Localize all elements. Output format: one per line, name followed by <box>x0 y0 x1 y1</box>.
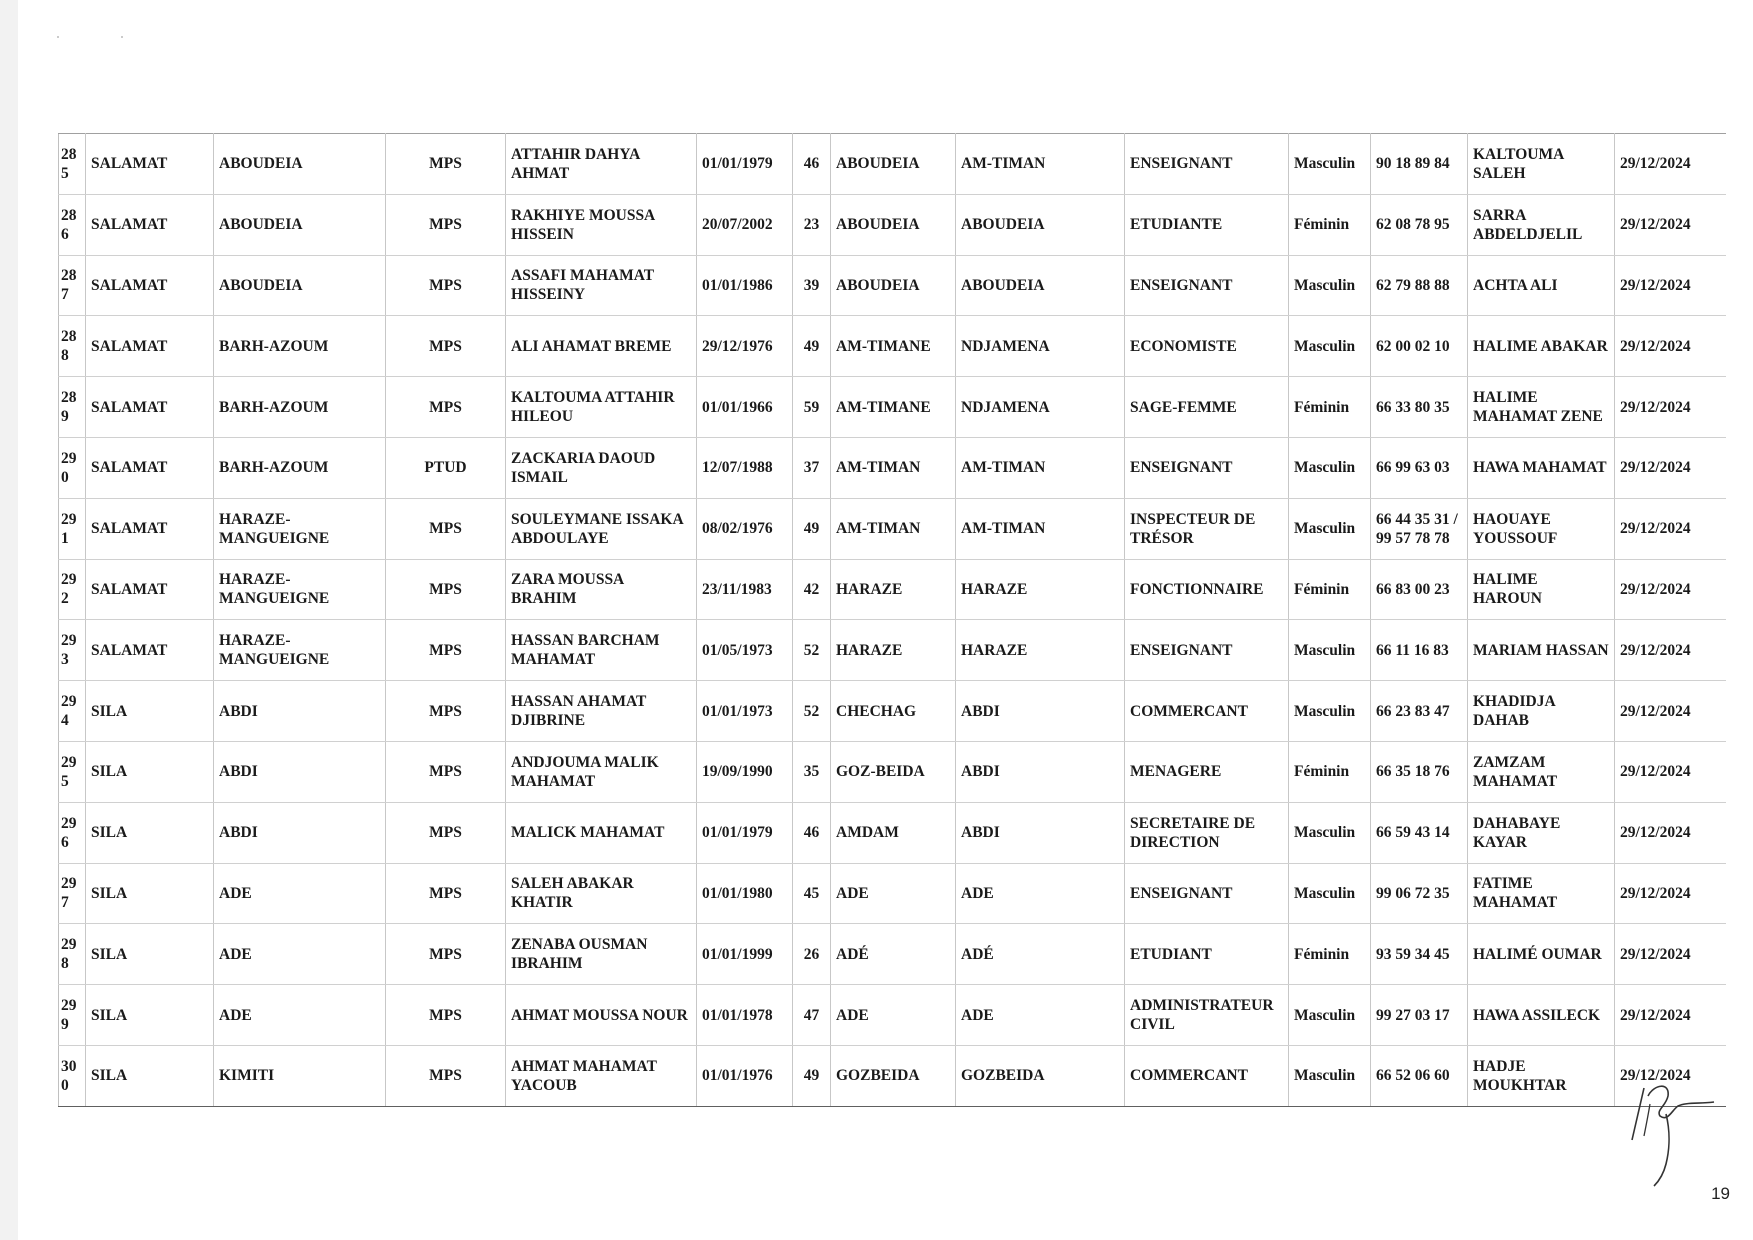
cell-num: 295 <box>59 741 86 802</box>
cell-num: 289 <box>59 377 86 438</box>
cell-profession: ETUDIANT <box>1125 924 1289 985</box>
cell-sex: Masculin <box>1289 316 1371 377</box>
cell-region: SALAMAT <box>86 437 214 498</box>
cell-profession: ETUDIANTE <box>1125 194 1289 255</box>
cell-age: 23 <box>793 194 831 255</box>
cell-age: 42 <box>793 559 831 620</box>
cell-sex: Masculin <box>1289 681 1371 742</box>
cell-birth-date: 08/02/1976 <box>697 498 793 559</box>
cell-num: 299 <box>59 985 86 1046</box>
table-row <box>59 498 1726 559</box>
cell-num: 297 <box>59 863 86 924</box>
cell-age: 49 <box>793 316 831 377</box>
cell-residence: AM-TIMAN <box>956 134 1125 195</box>
cell-profession: SAGE-FEMME <box>1125 377 1289 438</box>
cell-num: 293 <box>59 620 86 681</box>
scan-specks <box>56 34 136 42</box>
cell-region: SALAMAT <box>86 316 214 377</box>
table-row <box>59 255 1726 316</box>
cell-date: 29/12/2024 <box>1615 498 1726 559</box>
cell-region: SALAMAT <box>86 559 214 620</box>
cell-profession: ENSEIGNANT <box>1125 863 1289 924</box>
cell-parent: HALIME HAROUN <box>1468 559 1615 620</box>
cell-party: MPS <box>386 559 506 620</box>
cell-parent: KHADIDJA DAHAB <box>1468 681 1615 742</box>
cell-num: 290 <box>59 437 86 498</box>
cell-num: 286 <box>59 194 86 255</box>
cell-department: ADE <box>214 863 386 924</box>
cell-party: MPS <box>386 741 506 802</box>
cell-parent: ZAMZAM MAHAMAT <box>1468 741 1615 802</box>
cell-name: ASSAFI MAHAMAT HISSEINY <box>506 255 697 316</box>
cell-birth-date: 19/09/1990 <box>697 741 793 802</box>
cell-department: BARH-AZOUM <box>214 377 386 438</box>
table-row <box>59 863 1726 924</box>
candidate-table <box>58 133 1726 1107</box>
cell-birth-date: 01/01/1980 <box>697 863 793 924</box>
cell-name: ATTAHIR DAHYA AHMAT <box>506 134 697 195</box>
cell-sex: Féminin <box>1289 741 1371 802</box>
cell-region: SILA <box>86 985 214 1046</box>
cell-sex: Masculin <box>1289 1045 1371 1106</box>
cell-date: 29/12/2024 <box>1615 1045 1726 1106</box>
cell-name: AHMAT MOUSSA NOUR <box>506 985 697 1046</box>
cell-name: ZENABA OUSMAN IBRAHIM <box>506 924 697 985</box>
cell-residence: ADÉ <box>956 924 1125 985</box>
cell-department: ABOUDEIA <box>214 255 386 316</box>
cell-date: 29/12/2024 <box>1615 620 1726 681</box>
cell-name: ZACKARIA DAOUD ISMAIL <box>506 437 697 498</box>
cell-date: 29/12/2024 <box>1615 255 1726 316</box>
cell-birth-place: AMDAM <box>831 802 956 863</box>
cell-date: 29/12/2024 <box>1615 559 1726 620</box>
cell-residence: ABDI <box>956 681 1125 742</box>
cell-sex: Masculin <box>1289 134 1371 195</box>
cell-parent: HALIME MAHAMAT ZENE <box>1468 377 1615 438</box>
cell-party: MPS <box>386 1045 506 1106</box>
cell-department: ABOUDEIA <box>214 134 386 195</box>
cell-num: 292 <box>59 559 86 620</box>
cell-region: SILA <box>86 741 214 802</box>
table-row <box>59 681 1726 742</box>
cell-sex: Masculin <box>1289 498 1371 559</box>
cell-region: SILA <box>86 802 214 863</box>
cell-residence: GOZBEIDA <box>956 1045 1125 1106</box>
cell-profession: ENSEIGNANT <box>1125 255 1289 316</box>
handwritten-signature <box>1626 1076 1716 1188</box>
cell-date: 29/12/2024 <box>1615 194 1726 255</box>
cell-profession: ENSEIGNANT <box>1125 437 1289 498</box>
cell-sex: Féminin <box>1289 377 1371 438</box>
cell-sex: Féminin <box>1289 924 1371 985</box>
cell-region: SALAMAT <box>86 194 214 255</box>
cell-date: 29/12/2024 <box>1615 863 1726 924</box>
cell-birth-date: 12/07/1988 <box>697 437 793 498</box>
cell-birth-date: 01/01/1999 <box>697 924 793 985</box>
cell-name: SALEH ABAKAR KHATIR <box>506 863 697 924</box>
cell-date: 29/12/2024 <box>1615 985 1726 1046</box>
cell-region: SILA <box>86 863 214 924</box>
cell-residence: ADE <box>956 863 1125 924</box>
cell-department: BARH-AZOUM <box>214 437 386 498</box>
cell-date: 29/12/2024 <box>1615 681 1726 742</box>
cell-region: SALAMAT <box>86 620 214 681</box>
cell-birth-place: AM-TIMANE <box>831 316 956 377</box>
cell-name: RAKHIYE MOUSSA HISSEIN <box>506 194 697 255</box>
cell-parent: MARIAM HASSAN <box>1468 620 1615 681</box>
cell-region: SALAMAT <box>86 255 214 316</box>
cell-party: MPS <box>386 134 506 195</box>
cell-parent: DAHABAYE KAYAR <box>1468 802 1615 863</box>
cell-sex: Féminin <box>1289 559 1371 620</box>
cell-parent: HAWA ASSILECK <box>1468 985 1615 1046</box>
cell-party: MPS <box>386 377 506 438</box>
cell-date: 29/12/2024 <box>1615 437 1726 498</box>
cell-birth-date: 23/11/1983 <box>697 559 793 620</box>
cell-birth-date: 01/01/1979 <box>697 134 793 195</box>
table-row <box>59 1045 1726 1106</box>
cell-residence: AM-TIMAN <box>956 437 1125 498</box>
cell-parent: HALIMÉ OUMAR <box>1468 924 1615 985</box>
cell-birth-place: ADÉ <box>831 924 956 985</box>
cell-name: AHMAT MAHAMAT YACOUB <box>506 1045 697 1106</box>
cell-birth-date: 29/12/1976 <box>697 316 793 377</box>
cell-phone: 66 11 16 83 <box>1371 620 1468 681</box>
page-number: 19 <box>1711 1184 1730 1203</box>
cell-residence: ABOUDEIA <box>956 255 1125 316</box>
cell-name: ALI AHAMAT BREME <box>506 316 697 377</box>
cell-department: ABDI <box>214 681 386 742</box>
cell-num: 291 <box>59 498 86 559</box>
cell-department: HARAZE-MANGUEIGNE <box>214 559 386 620</box>
cell-profession: COMMERCANT <box>1125 681 1289 742</box>
cell-birth-place: ABOUDEIA <box>831 194 956 255</box>
cell-residence: ABOUDEIA <box>956 194 1125 255</box>
cell-phone: 62 79 88 88 <box>1371 255 1468 316</box>
cell-birth-place: ADE <box>831 863 956 924</box>
cell-age: 45 <box>793 863 831 924</box>
cell-birth-date: 01/01/1976 <box>697 1045 793 1106</box>
cell-age: 47 <box>793 985 831 1046</box>
cell-party: MPS <box>386 316 506 377</box>
cell-residence: NDJAMENA <box>956 316 1125 377</box>
cell-parent: HADJE MOUKHTAR <box>1468 1045 1615 1106</box>
cell-department: KIMITI <box>214 1045 386 1106</box>
cell-age: 46 <box>793 134 831 195</box>
cell-age: 46 <box>793 802 831 863</box>
cell-region: SILA <box>86 924 214 985</box>
cell-phone: 66 33 80 35 <box>1371 377 1468 438</box>
cell-profession: FONCTIONNAIRE <box>1125 559 1289 620</box>
cell-phone: 66 99 63 03 <box>1371 437 1468 498</box>
cell-age: 35 <box>793 741 831 802</box>
cell-sex: Masculin <box>1289 863 1371 924</box>
cell-sex: Masculin <box>1289 802 1371 863</box>
cell-birth-place: GOZ-BEIDA <box>831 741 956 802</box>
cell-department: ADE <box>214 985 386 1046</box>
cell-department: HARAZE-MANGUEIGNE <box>214 498 386 559</box>
cell-profession: ECONOMISTE <box>1125 316 1289 377</box>
cell-party: MPS <box>386 924 506 985</box>
cell-party: MPS <box>386 620 506 681</box>
table-row <box>59 802 1726 863</box>
cell-num: 300 <box>59 1045 86 1106</box>
cell-department: HARAZE-MANGUEIGNE <box>214 620 386 681</box>
cell-birth-place: AM-TIMAN <box>831 437 956 498</box>
cell-age: 26 <box>793 924 831 985</box>
cell-num: 294 <box>59 681 86 742</box>
cell-num: 298 <box>59 924 86 985</box>
cell-profession: SECRETAIRE DE DIRECTION <box>1125 802 1289 863</box>
cell-department: ABDI <box>214 802 386 863</box>
cell-num: 288 <box>59 316 86 377</box>
cell-parent: ACHTA ALI <box>1468 255 1615 316</box>
cell-name: MALICK MAHAMAT <box>506 802 697 863</box>
cell-phone: 66 59 43 14 <box>1371 802 1468 863</box>
cell-residence: HARAZE <box>956 620 1125 681</box>
cell-birth-place: AM-TIMANE <box>831 377 956 438</box>
table-row <box>59 194 1726 255</box>
cell-phone: 99 27 03 17 <box>1371 985 1468 1046</box>
cell-phone: 99 06 72 35 <box>1371 863 1468 924</box>
cell-name: ZARA MOUSSA BRAHIM <box>506 559 697 620</box>
cell-profession: MENAGERE <box>1125 741 1289 802</box>
cell-parent: SARRA ABDELDJELIL <box>1468 194 1615 255</box>
cell-department: ADE <box>214 924 386 985</box>
cell-date: 29/12/2024 <box>1615 316 1726 377</box>
document-page <box>18 0 1753 1240</box>
cell-birth-place: CHECHAG <box>831 681 956 742</box>
cell-region: SALAMAT <box>86 498 214 559</box>
cell-birth-date: 01/01/1973 <box>697 681 793 742</box>
cell-birth-place: ABOUDEIA <box>831 134 956 195</box>
cell-sex: Féminin <box>1289 194 1371 255</box>
cell-date: 29/12/2024 <box>1615 741 1726 802</box>
table-body <box>59 134 1726 1107</box>
cell-region: SILA <box>86 1045 214 1106</box>
cell-birth-place: ADE <box>831 985 956 1046</box>
cell-birth-date: 01/01/1966 <box>697 377 793 438</box>
cell-phone: 66 52 06 60 <box>1371 1045 1468 1106</box>
cell-birth-date: 01/01/1979 <box>697 802 793 863</box>
cell-name: KALTOUMA ATTAHIR HILEOU <box>506 377 697 438</box>
cell-party: MPS <box>386 802 506 863</box>
cell-department: BARH-AZOUM <box>214 316 386 377</box>
cell-parent: FATIME MAHAMAT <box>1468 863 1615 924</box>
cell-party: MPS <box>386 681 506 742</box>
cell-residence: NDJAMENA <box>956 377 1125 438</box>
cell-phone: 66 44 35 31 / 99 57 78 78 <box>1371 498 1468 559</box>
cell-num: 287 <box>59 255 86 316</box>
cell-birth-date: 20/07/2002 <box>697 194 793 255</box>
cell-profession: ENSEIGNANT <box>1125 620 1289 681</box>
cell-name: HASSAN AHAMAT DJIBRINE <box>506 681 697 742</box>
cell-residence: ABDI <box>956 741 1125 802</box>
cell-num: 285 <box>59 134 86 195</box>
cell-birth-place: HARAZE <box>831 559 956 620</box>
cell-profession: INSPECTEUR DE TRÉSOR <box>1125 498 1289 559</box>
cell-name: HASSAN BARCHAM MAHAMAT <box>506 620 697 681</box>
cell-party: MPS <box>386 985 506 1046</box>
cell-age: 39 <box>793 255 831 316</box>
cell-age: 52 <box>793 681 831 742</box>
cell-phone: 62 08 78 95 <box>1371 194 1468 255</box>
cell-age: 37 <box>793 437 831 498</box>
table-row <box>59 377 1726 438</box>
table-row <box>59 985 1726 1046</box>
cell-date: 29/12/2024 <box>1615 924 1726 985</box>
cell-name: SOULEYMANE ISSAKA ABDOULAYE <box>506 498 697 559</box>
table-row <box>59 741 1726 802</box>
cell-phone: 93 59 34 45 <box>1371 924 1468 985</box>
cell-sex: Masculin <box>1289 620 1371 681</box>
cell-party: MPS <box>386 255 506 316</box>
cell-parent: KALTOUMA SALEH <box>1468 134 1615 195</box>
cell-region: SILA <box>86 681 214 742</box>
cell-phone: 66 35 18 76 <box>1371 741 1468 802</box>
table-row <box>59 924 1726 985</box>
cell-parent: HAWA MAHAMAT <box>1468 437 1615 498</box>
table-row <box>59 620 1726 681</box>
cell-date: 29/12/2024 <box>1615 134 1726 195</box>
cell-profession: ENSEIGNANT <box>1125 134 1289 195</box>
cell-date: 29/12/2024 <box>1615 802 1726 863</box>
cell-phone: 66 23 83 47 <box>1371 681 1468 742</box>
cell-birth-place: HARAZE <box>831 620 956 681</box>
cell-party: MPS <box>386 863 506 924</box>
cell-date: 29/12/2024 <box>1615 377 1726 438</box>
cell-profession: COMMERCANT <box>1125 1045 1289 1106</box>
cell-age: 49 <box>793 498 831 559</box>
cell-region: SALAMAT <box>86 134 214 195</box>
cell-age: 59 <box>793 377 831 438</box>
table-row <box>59 437 1726 498</box>
cell-party: MPS <box>386 498 506 559</box>
cell-birth-place: GOZBEIDA <box>831 1045 956 1106</box>
cell-residence: ABDI <box>956 802 1125 863</box>
cell-birth-date: 01/05/1973 <box>697 620 793 681</box>
cell-sex: Masculin <box>1289 437 1371 498</box>
cell-name: ANDJOUMA MALIK MAHAMAT <box>506 741 697 802</box>
table-row <box>59 134 1726 195</box>
cell-phone: 66 83 00 23 <box>1371 559 1468 620</box>
table-row <box>59 559 1726 620</box>
cell-party: PTUD <box>386 437 506 498</box>
cell-age: 52 <box>793 620 831 681</box>
cell-parent: HAOUAYE YOUSSOUF <box>1468 498 1615 559</box>
cell-party: MPS <box>386 194 506 255</box>
table-row <box>59 316 1726 377</box>
cell-birth-date: 01/01/1986 <box>697 255 793 316</box>
cell-residence: ADE <box>956 985 1125 1046</box>
cell-department: ABDI <box>214 741 386 802</box>
cell-residence: HARAZE <box>956 559 1125 620</box>
cell-residence: AM-TIMAN <box>956 498 1125 559</box>
cell-num: 296 <box>59 802 86 863</box>
cell-age: 49 <box>793 1045 831 1106</box>
cell-phone: 62 00 02 10 <box>1371 316 1468 377</box>
cell-phone: 90 18 89 84 <box>1371 134 1468 195</box>
cell-birth-place: AM-TIMAN <box>831 498 956 559</box>
cell-parent: HALIME ABAKAR <box>1468 316 1615 377</box>
cell-region: SALAMAT <box>86 377 214 438</box>
cell-department: ABOUDEIA <box>214 194 386 255</box>
cell-birth-date: 01/01/1978 <box>697 985 793 1046</box>
cell-profession: ADMINISTRATEUR CIVIL <box>1125 985 1289 1046</box>
cell-sex: Masculin <box>1289 985 1371 1046</box>
cell-sex: Masculin <box>1289 255 1371 316</box>
cell-birth-place: ABOUDEIA <box>831 255 956 316</box>
